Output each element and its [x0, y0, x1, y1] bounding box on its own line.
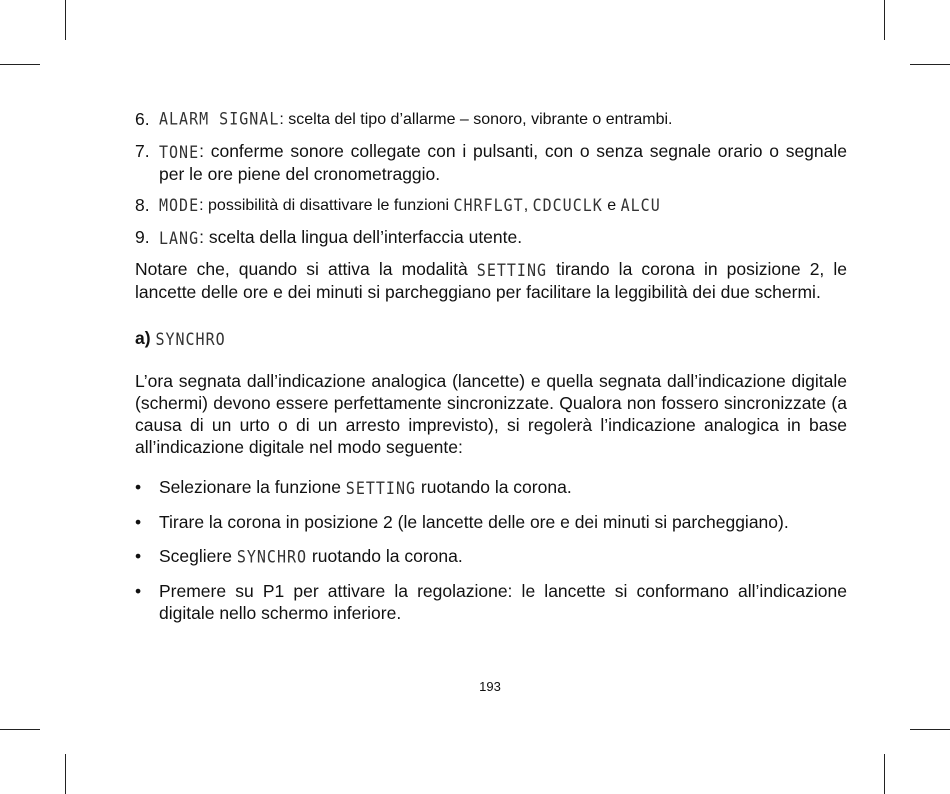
body-paragraph: L’ora segnata dall’indicazione analogica (lancette) e quella segnata dall’indicazione digitale (schermi) devono essere perfettamente sincronizzate. Qualora non fossero sincronizzate (a causa di un urto o di un arresto imprevisto), si regolerà l’indicazione analogica in base all’indicazione digitale nel modo seguente: [135, 371, 847, 457]
lcd-label: MODE [159, 194, 200, 216]
crop-mark [884, 754, 885, 794]
section-heading: a) SYNCHRO [135, 327, 847, 350]
crop-mark [910, 64, 950, 65]
bullet-icon: • [135, 477, 142, 497]
crop-mark [910, 729, 950, 730]
lcd-label: TONE [159, 141, 200, 163]
item-number: 6. [135, 109, 150, 129]
lcd-label: SYNCHRO [155, 328, 226, 350]
bullet-icon: • [135, 546, 142, 566]
item-text: TONE: conferme sonore collegate con i pulsanti, con o senza segnale orario o segnale per le ore piene del cronometraggio. [159, 141, 847, 184]
lcd-label: SETTING [345, 477, 417, 499]
item-text: LANG: scelta della lingua dell’interfaccia utente. [159, 226, 847, 249]
bullet-list [135, 476, 847, 624]
item-text: MODE: possibilità di disattivare le funzioni CHRFLGT, CDCUCLK e ALCU [159, 194, 847, 217]
list-item: • Selezionare la funzione SETTING ruotando la corona. [135, 476, 847, 499]
list-item [135, 194, 847, 217]
crop-mark [0, 64, 40, 65]
bullet-icon: • [135, 512, 142, 532]
lcd-label: SYNCHRO [236, 546, 308, 568]
item-number: 7. [135, 141, 150, 161]
list-item [135, 226, 847, 249]
page-content [135, 108, 847, 636]
list-item: • Tirare la corona in posizione 2 (le lancette delle ore e dei minuti si parcheggiano). [135, 512, 789, 532]
item-text: ALARM SIGNAL: scelta del tipo d’allarme – sonoro, vibrante o entrambi. [159, 108, 847, 131]
list-item: • Scegliere SYNCHRO ruotando la corona. [135, 545, 847, 568]
bullet-icon: • [135, 581, 142, 601]
lcd-label: SETTING [476, 259, 548, 281]
item-number: 9. [135, 227, 150, 247]
list-item [135, 108, 847, 131]
lcd-label: LANG [159, 227, 200, 249]
crop-mark [65, 0, 66, 40]
page-number: 193 [479, 679, 501, 694]
list-item: • Premere su P1 per attivare la regolazione: le lancette si conformano all’indicazione digitale nello schermo inferiore. [135, 581, 847, 623]
crop-mark [65, 754, 66, 794]
crop-mark [884, 0, 885, 40]
lcd-label: CHRFLGT [453, 194, 524, 216]
list-item [135, 140, 847, 185]
item-number: 8. [135, 195, 150, 215]
lcd-label: CDCUCLK [532, 194, 603, 216]
lcd-label: ALARM SIGNAL [159, 108, 280, 130]
lcd-label: ALCU [620, 194, 661, 216]
note-paragraph: Notare che, quando si attiva la modalità SETTING tirando la corona in posizione 2, le lancette delle ore e dei minuti si parcheggiano per facilitare la leggibilità dei due schermi. [135, 259, 847, 302]
crop-mark [0, 729, 40, 730]
